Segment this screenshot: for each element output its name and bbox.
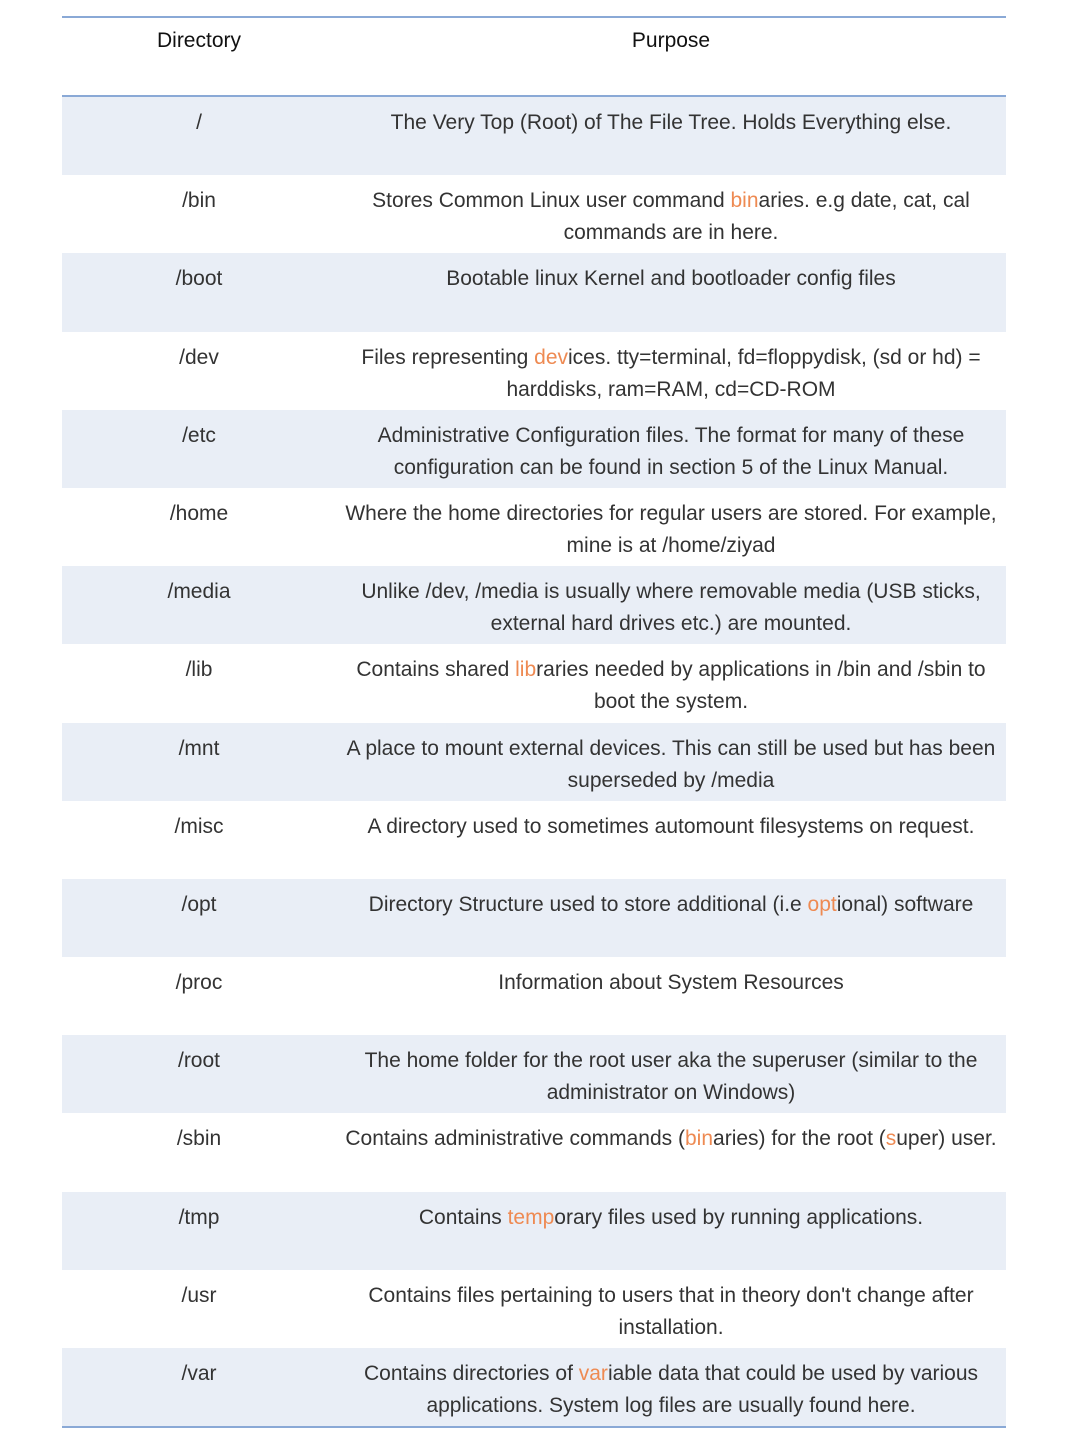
highlight-text: dev <box>534 345 568 369</box>
table-row <box>62 1348 1006 1426</box>
highlight-text: s <box>885 1127 897 1151</box>
directory-cell: /var <box>181 1362 217 1385</box>
highlight-text: temp <box>507 1205 555 1229</box>
purpose-cell: Bootable linux Kernel and bootloader config files <box>446 267 896 291</box>
table-row <box>62 879 1006 957</box>
table-row <box>62 1192 1006 1270</box>
purpose-cell: Contains temporary files used by running applications. <box>418 1205 924 1229</box>
table-row <box>62 175 1006 253</box>
directory-cell: /sbin <box>176 1127 222 1151</box>
purpose-cell: Administrative Configuration files. The format for many of these configuration can be found in section 5 of the Linux Manual. <box>377 423 965 479</box>
directory-cell: /media <box>167 580 231 604</box>
directory-cell: /usr <box>181 1283 217 1307</box>
directory-table <box>62 16 1006 1428</box>
highlight-text: opt <box>807 892 837 916</box>
table-row <box>62 957 1006 1035</box>
directory-cell: /proc <box>175 971 223 995</box>
directory-cell: /lib <box>185 658 213 682</box>
highlight-text: bin <box>684 1127 714 1151</box>
table-row <box>62 97 1006 175</box>
table-row <box>62 644 1006 722</box>
directory-cell: /home <box>169 501 229 525</box>
directory-cell: /opt <box>181 892 217 916</box>
purpose-cell: Information about System Resources <box>498 971 844 995</box>
purpose-cell: Files representing devices. tty=terminal, fd=floppydisk, (sd or hd) = harddisks, ram=RAM, cd=CD-ROM <box>361 345 981 401</box>
purpose-cell: Contains files pertaining to users that in theory don't change after installation. <box>368 1283 974 1339</box>
table-row <box>62 1035 1006 1113</box>
purpose-cell: Directory Structure used to store additional (i.e optional) software <box>368 892 974 916</box>
purpose-cell: A directory used to sometimes automount filesystems on request. <box>367 814 975 838</box>
table-row <box>62 488 1006 566</box>
table-row <box>62 1270 1006 1348</box>
purpose-cell: Stores Common Linux user command binaries. e.g date, cat, cal commands are in here. <box>372 189 970 245</box>
directory-cell: /bin <box>182 189 216 213</box>
header-purpose: Purpose <box>631 29 711 52</box>
directory-cell: /etc <box>182 423 216 447</box>
header-directory: Directory <box>156 29 241 52</box>
directory-cell: /dev <box>179 345 219 369</box>
table-row <box>62 801 1006 879</box>
highlight-text: bin <box>730 189 759 213</box>
table-row <box>62 410 1006 488</box>
table-row <box>62 1113 1006 1191</box>
table-row <box>62 253 1006 331</box>
purpose-cell: Contains directories of variable data that could be used by various applications. System log files are usually found here. <box>363 1362 979 1417</box>
table-row <box>62 723 1006 801</box>
directory-cell: /root <box>177 1049 221 1073</box>
highlight-text: var <box>578 1362 608 1385</box>
directory-cell: /tmp <box>178 1205 220 1229</box>
directory-cell: / <box>196 111 202 134</box>
table-header <box>62 18 1006 95</box>
purpose-cell: Contains shared libraries needed by applications in /bin and /sbin to boot the system. <box>356 658 986 714</box>
bottom-rule <box>62 1426 1006 1428</box>
purpose-cell: Unlike /dev, /media is usually where removable media (USB sticks, external hard drives etc.) are mounted. <box>361 580 981 636</box>
directory-cell: /mnt <box>178 736 220 760</box>
purpose-cell: The home folder for the root user aka the superuser (similar to the administrator on Windows) <box>364 1049 978 1105</box>
directory-cell: /boot <box>175 267 223 291</box>
purpose-cell: Contains administrative commands (binaries) for the root (super) user. <box>345 1127 997 1151</box>
directory-cell: /misc <box>174 814 224 838</box>
table-row <box>62 566 1006 644</box>
purpose-cell: The Very Top (Root) of The File Tree. Holds Everything else. <box>390 111 952 134</box>
purpose-cell: Where the home directories for regular users are stored. For example, mine is at /home/ziyad <box>345 501 997 557</box>
highlight-text: lib <box>515 658 537 682</box>
purpose-cell: A place to mount external devices. This can still be used but has been superseded by /media <box>346 736 996 792</box>
table-row <box>62 332 1006 410</box>
